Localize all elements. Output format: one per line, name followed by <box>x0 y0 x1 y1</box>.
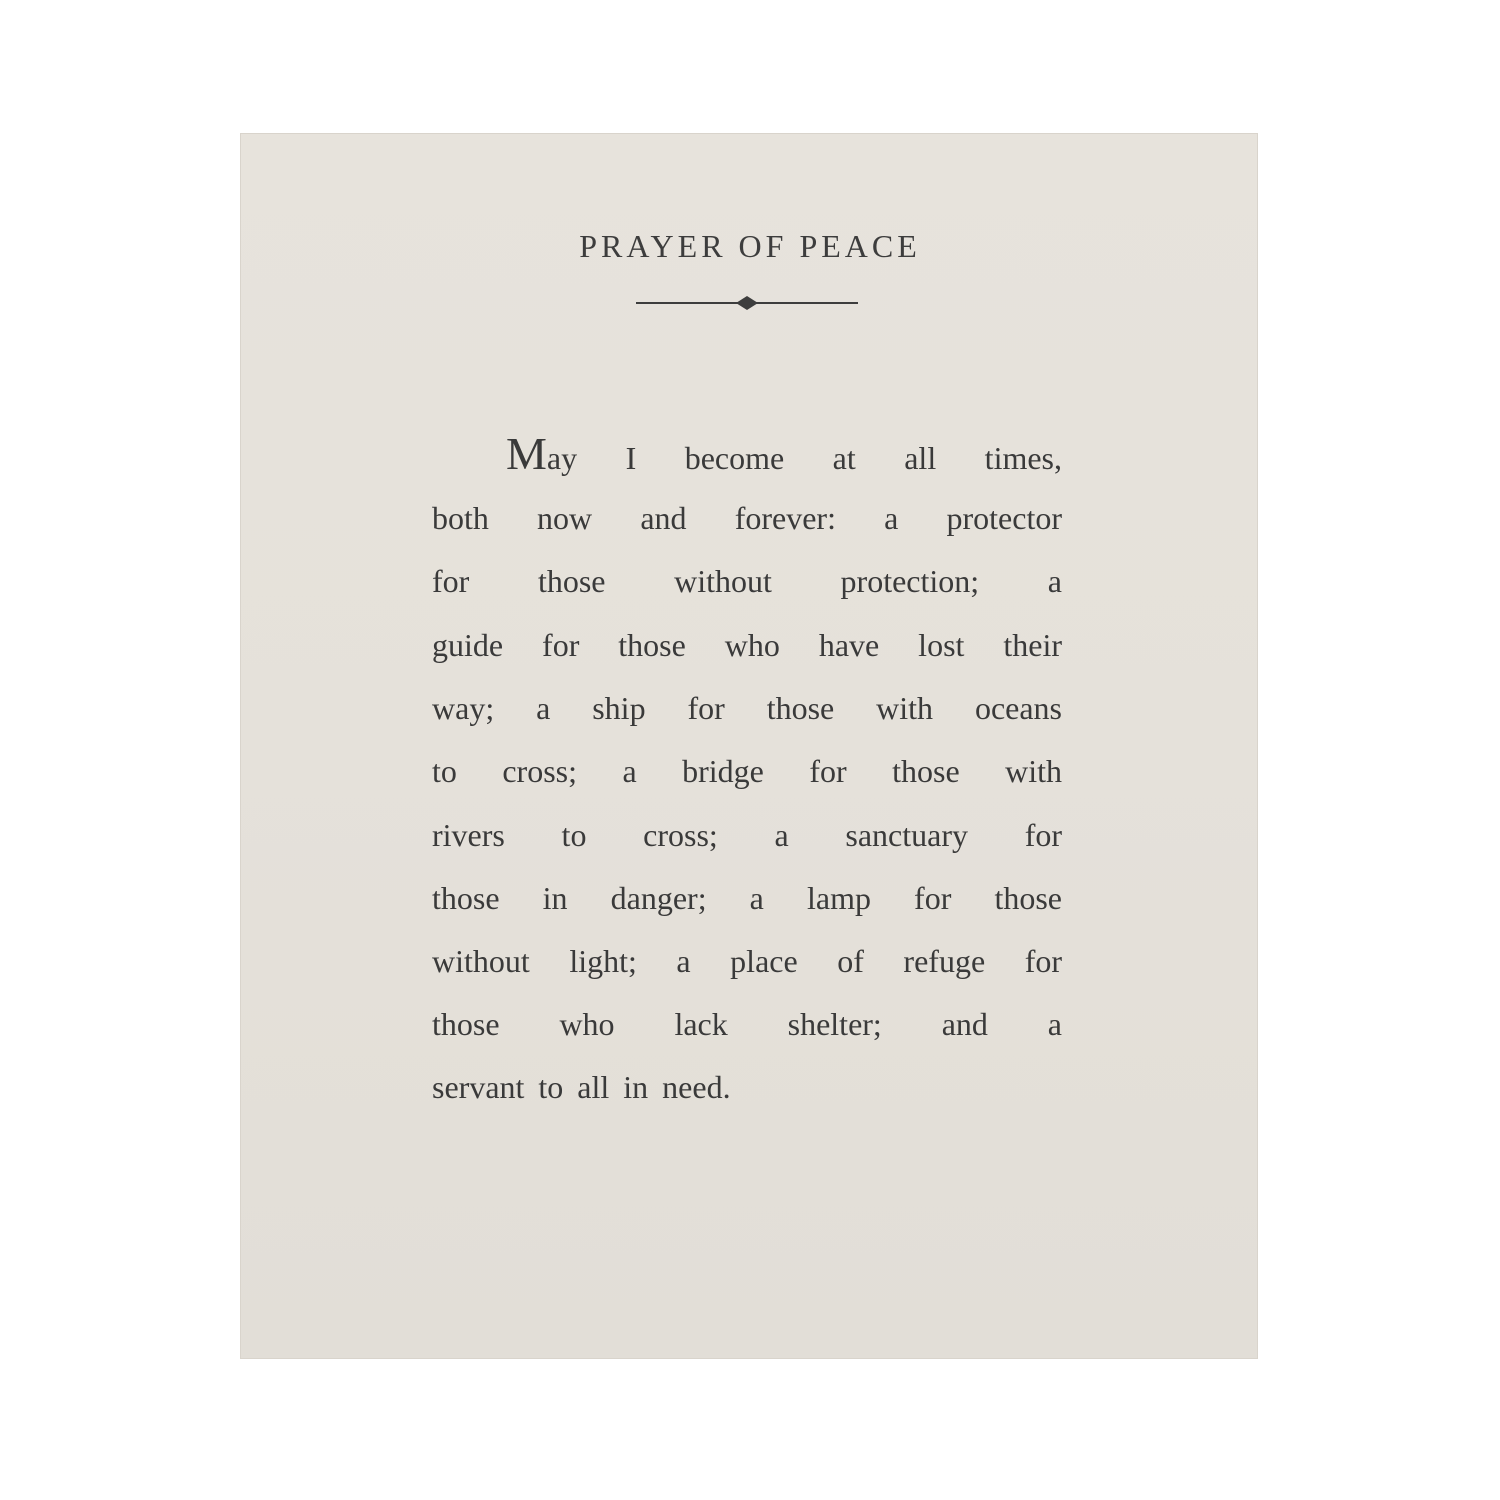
body-line-1 <box>506 428 1062 479</box>
body-line-9: without light; a place of refuge for <box>432 943 1062 979</box>
print-sheet <box>240 133 1258 1359</box>
drop-initial: M <box>506 428 547 479</box>
body-line-2: both now and forever: a protector <box>432 500 1062 536</box>
body-line-3: for those without protection; a <box>432 563 1062 599</box>
body-line-6: to cross; a bridge for those with <box>432 753 1062 789</box>
body-line-1-text: ay I become at all times, <box>546 440 1062 476</box>
body-line-8: those in danger; a lamp for those <box>432 880 1062 916</box>
body-line-5: way; a ship for those with oceans <box>432 690 1062 726</box>
body-line-7: rivers to cross; a sanctuary for <box>432 817 1062 853</box>
body-line-4: guide for those who have lost their <box>432 627 1062 663</box>
body-line-11: servant to all in need. <box>432 1069 731 1105</box>
divider-diamond-icon <box>636 292 858 314</box>
body-line-10: those who lack shelter; and a <box>432 1006 1062 1042</box>
page-title: PRAYER OF PEACE <box>579 228 921 264</box>
